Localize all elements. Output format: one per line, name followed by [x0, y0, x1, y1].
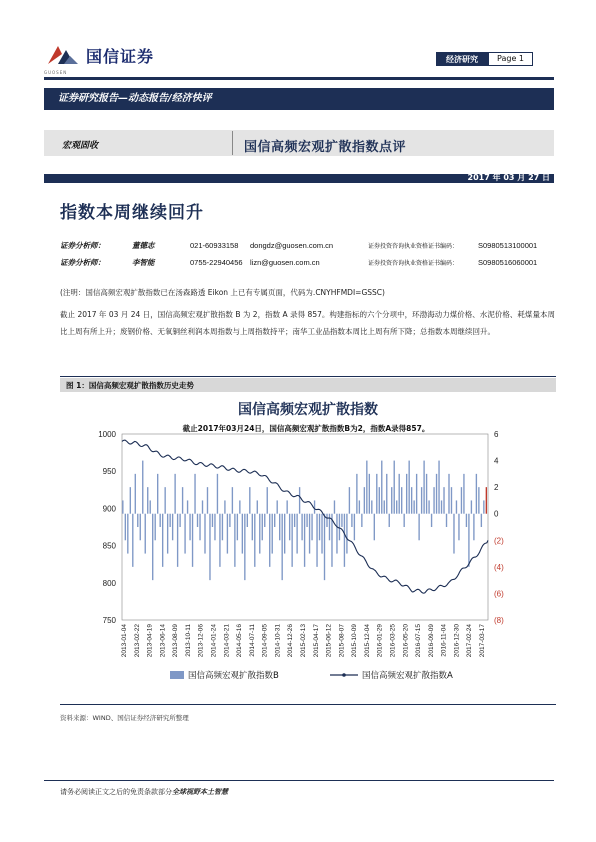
bar: [189, 514, 190, 541]
x-tick-label: 2014-07-11: [248, 624, 256, 657]
bar: [486, 487, 487, 514]
analyst-phone: 021-60933158: [190, 240, 239, 250]
analyst-label: 证券分析师：: [60, 257, 105, 267]
bar: [428, 500, 429, 513]
analyst-email[interactable]: lizn@guosen.com.cn: [250, 257, 320, 267]
x-tick-label: 2016-09-09: [427, 624, 435, 658]
bar: [244, 514, 245, 580]
analyst-name: 李智能: [132, 257, 155, 267]
bar: [331, 514, 332, 567]
bar: [164, 487, 165, 514]
legend-label-a: 国信高频宏观扩散指数A: [362, 671, 453, 681]
bar: [179, 514, 180, 527]
bar: [137, 514, 138, 527]
bar: [316, 514, 317, 567]
x-tick-label: 2013-04-19: [146, 624, 154, 658]
bar: [466, 514, 467, 527]
bar: [306, 514, 307, 527]
bar: [394, 461, 395, 514]
x-tick-label: 2014-03-21: [223, 624, 231, 658]
header-divider: [44, 77, 554, 80]
x-tick-label: 2014-09-05: [261, 624, 269, 658]
bar: [187, 500, 188, 513]
bar: [284, 514, 285, 554]
bar: [448, 474, 449, 514]
analyst-phone: 0755-22940456: [190, 257, 243, 267]
right-tick-label: 0: [494, 509, 499, 519]
bar: [127, 514, 128, 554]
bar: [473, 514, 474, 541]
bar: [152, 514, 153, 580]
header-tag: [436, 52, 533, 66]
x-tick-label: 2014-12-26: [287, 624, 295, 658]
bar: [267, 487, 268, 514]
x-tick-label: 2016-12-30: [453, 624, 461, 658]
right-tick-label: 6: [494, 430, 499, 439]
x-tick-label: 2015-04-17: [312, 624, 320, 658]
x-tick-label: 2013-12-06: [197, 624, 205, 658]
x-tick-label: 2015-08-07: [338, 624, 346, 658]
bar: [351, 514, 352, 527]
bar: [384, 500, 385, 513]
bar: [294, 514, 295, 527]
bar: [371, 500, 372, 513]
bar: [321, 514, 322, 554]
bar: [476, 474, 477, 514]
bar: [214, 514, 215, 541]
bar: [408, 461, 409, 514]
figure-caption: 图 1：国信高频宏观扩散指数历史走势: [66, 381, 194, 390]
left-tick-label: 1000: [98, 430, 116, 439]
company-sub: GUOSEN: [44, 70, 68, 75]
bar: [167, 514, 168, 554]
bar: [204, 514, 205, 554]
bar: [159, 514, 160, 527]
bar: [169, 514, 170, 527]
right-tick-label: 4: [494, 456, 499, 466]
bar: [207, 487, 208, 514]
right-tick-label: (4): [494, 562, 504, 572]
bar: [217, 474, 218, 514]
bar: [291, 514, 292, 567]
bar: [212, 514, 213, 527]
bar: [299, 487, 300, 514]
bar: [262, 514, 263, 541]
left-tick-label: 850: [102, 541, 116, 551]
bar: [289, 514, 290, 541]
bar: [406, 474, 407, 514]
bar: [324, 514, 325, 580]
company-name: 国信证券: [86, 47, 155, 66]
x-tick-label: 2013-06-14: [159, 624, 167, 658]
bar: [311, 514, 312, 541]
license-label: 证券投资咨询执业资格证书编码：: [368, 259, 459, 267]
bar: [304, 514, 305, 567]
analyst-email[interactable]: dongdz@guosen.com.cn: [250, 240, 334, 250]
bar: [446, 514, 447, 527]
bar: [286, 500, 287, 513]
bar: [174, 474, 175, 514]
bar: [403, 514, 404, 527]
right-tick-label: 2: [494, 483, 499, 493]
figure-source: 资料来源：WIND、国信证券经济研究所整理: [60, 714, 189, 722]
main-title: 指数本周继续回升: [60, 203, 204, 223]
bar: [381, 461, 382, 514]
x-tick-label: 2016-07-15: [415, 624, 423, 658]
x-tick-label: 2013-10-11: [184, 624, 192, 657]
footer-rule: [44, 780, 554, 781]
bar: [197, 514, 198, 527]
bar: [421, 487, 422, 514]
bar: [172, 514, 173, 541]
bar: [224, 500, 225, 513]
bar: [426, 474, 427, 514]
footer-disclaimer[interactable]: 请务必阅读正文之后的免责条款部分: [60, 788, 172, 796]
bar: [339, 514, 340, 541]
bar: [182, 487, 183, 514]
chart-title: 国信高频宏观扩散指数: [238, 402, 378, 418]
analyst-name: 董德志: [132, 240, 155, 250]
x-tick-label: 2013-02-22: [133, 624, 141, 658]
x-tick-label: 2017-03-17: [479, 624, 486, 658]
legend-swatch-b: [170, 671, 184, 679]
x-tick-label: 2015-10-09: [351, 624, 359, 658]
right-tick-label: (6): [494, 589, 504, 599]
bar: [436, 474, 437, 514]
bar: [416, 474, 417, 514]
figure-bottom-rule: [60, 704, 556, 705]
x-tick-label: 2013-01-04: [121, 624, 128, 658]
bar: [162, 514, 163, 567]
bar: [356, 474, 357, 514]
body-paragraph: 截止 2017 年 03 月 24 日，国信高频宏观扩散指数 B 为 2，指数 A 录得 857。构建指标的六个分项中，环渤海动力煤价格、水泥价格、耗煤量本周比上周有所上升；废钢价格、无氧铜丝利润本周指数与上周指数持平；南华工业品指数本周比上周有所下降；总指数本周继续回升。: [60, 310, 555, 336]
bar: [277, 500, 278, 513]
bar: [354, 514, 355, 541]
bar: [155, 514, 156, 541]
bar: [379, 487, 380, 514]
bar: [257, 500, 258, 513]
bar: [386, 474, 387, 514]
bar: [269, 514, 270, 567]
bar: [453, 514, 454, 554]
bar: [461, 487, 462, 514]
x-tick-label: 2016-03-25: [389, 624, 397, 658]
bar: [344, 514, 345, 567]
bar: [396, 500, 397, 513]
x-tick-label: 2014-01-24: [210, 624, 218, 658]
bar: [374, 514, 375, 541]
bar: [232, 487, 233, 514]
bar: [346, 514, 347, 554]
x-tick-label: 2017-02-24: [466, 624, 474, 658]
bar: [341, 514, 342, 527]
chart-axes: [98, 430, 504, 657]
right-tick-label: (2): [494, 536, 504, 546]
bar: [431, 514, 432, 527]
diffusion-index-chart: [60, 392, 556, 702]
bar: [192, 514, 193, 567]
x-tick-label: 2015-12-04: [363, 624, 371, 658]
left-tick-label: 750: [102, 616, 116, 625]
left-tick-label: 900: [102, 504, 116, 514]
bar: [242, 514, 243, 554]
bar: [336, 514, 337, 554]
left-tick-label: 800: [102, 578, 116, 588]
license-number: S0980516060001: [478, 257, 538, 267]
bar: [279, 514, 280, 541]
legend-marker-a: [342, 673, 346, 677]
footer-slogan: 全球视野本土智慧: [172, 788, 228, 796]
bar: [369, 474, 370, 514]
bar: [334, 500, 335, 513]
bar: [423, 461, 424, 514]
bar: [219, 514, 220, 567]
analyst-label: 证券分析师：: [60, 240, 105, 250]
bar: [364, 487, 365, 514]
bar: [433, 487, 434, 514]
note-text: (注明：国信高频宏观扩散指数已在汤森路透 Eikon 上已有专属页面，代码为.CNYHFMDI=GSSC): [60, 288, 385, 297]
bar: [389, 514, 390, 527]
title-separator: [232, 131, 233, 155]
bar: [199, 514, 200, 541]
bar: [483, 500, 484, 513]
bar: [234, 514, 235, 567]
bar: [359, 500, 360, 513]
bar: [463, 474, 464, 514]
bar: [319, 514, 320, 541]
bar: [314, 500, 315, 513]
bar: [451, 487, 452, 514]
report-date: 2017 年 03 月 27 日: [467, 173, 550, 182]
x-tick-label: 2014-10-31: [274, 624, 282, 658]
bar: [184, 514, 185, 554]
x-tick-label: 2014-05-16: [236, 624, 244, 658]
x-tick-label: 2015-02-13: [300, 624, 307, 658]
bar: [272, 514, 273, 554]
x-tick-label: 2016-05-20: [402, 624, 410, 658]
bar: [227, 514, 228, 554]
bar: [326, 514, 327, 527]
bar: [349, 487, 350, 514]
tag-category: 经济研究: [436, 52, 488, 66]
chart-legend: [170, 670, 453, 681]
bar: [471, 500, 472, 513]
bar: [391, 487, 392, 514]
bar: [456, 500, 457, 513]
x-tick-label: 2016-01-29: [376, 624, 384, 658]
bar: [239, 500, 240, 513]
bar: [147, 487, 148, 514]
bar: [247, 514, 248, 527]
bar: [418, 514, 419, 541]
bar: [135, 474, 136, 514]
bar: [376, 474, 377, 514]
guosen-logo-icon: [44, 42, 80, 70]
bar: [254, 514, 255, 567]
right-tick-label: (8): [494, 616, 504, 625]
bar: [130, 487, 131, 514]
bar-series: [122, 461, 487, 581]
report-title: 国信高频宏观扩散指数点评: [244, 140, 407, 155]
bar: [458, 514, 459, 541]
analyst-row: [60, 238, 560, 252]
bar: [194, 474, 195, 514]
bar: [222, 514, 223, 541]
bar: [478, 487, 479, 514]
bar: [157, 474, 158, 514]
bar: [150, 500, 151, 513]
bar: [264, 514, 265, 527]
bar: [413, 500, 414, 513]
bar: [468, 514, 469, 567]
sector-label: 宏观固收: [62, 141, 99, 151]
bar: [441, 500, 442, 513]
bar: [309, 514, 310, 554]
bar: [411, 487, 412, 514]
bar: [132, 514, 133, 567]
bar: [443, 487, 444, 514]
bar: [296, 514, 297, 554]
bar: [249, 487, 250, 514]
bar: [366, 461, 367, 514]
bar: [237, 514, 238, 541]
bar: [401, 487, 402, 514]
bar: [209, 514, 210, 580]
figure-top-rule: [60, 376, 556, 377]
license-label: 证券投资咨询执业资格证书编码：: [368, 242, 459, 250]
bar: [229, 514, 230, 527]
x-tick-label: 2016-11-04: [440, 624, 448, 657]
report-series-band: 证券研究报告—动态报告/经济快评: [44, 88, 554, 110]
x-tick-label: 2015-06-12: [325, 624, 333, 658]
license-number: S0980513100001: [478, 240, 538, 250]
bar: [259, 514, 260, 554]
bar: [125, 514, 126, 541]
bar: [274, 514, 275, 527]
bar: [202, 500, 203, 513]
analyst-row: [60, 255, 560, 269]
bar: [140, 514, 141, 541]
bar: [399, 474, 400, 514]
bar: [281, 514, 282, 580]
x-tick-label: 2013-08-09: [172, 624, 180, 658]
bar: [252, 514, 253, 541]
bar: [301, 514, 302, 541]
bar: [122, 500, 123, 513]
legend-label-b: 国信高频宏观扩散指数B: [188, 671, 279, 681]
bar: [145, 514, 146, 554]
bar: [361, 514, 362, 527]
left-tick-label: 950: [102, 467, 116, 477]
footer: [60, 787, 228, 797]
chart-annotation: 截止2017年03月24日，国信高频宏观扩散指数B为2，指数A录得857。: [182, 424, 430, 433]
bar: [481, 514, 482, 527]
bar: [177, 514, 178, 567]
bar: [438, 461, 439, 514]
tag-page: Page 1: [488, 52, 533, 66]
bar: [142, 461, 143, 514]
